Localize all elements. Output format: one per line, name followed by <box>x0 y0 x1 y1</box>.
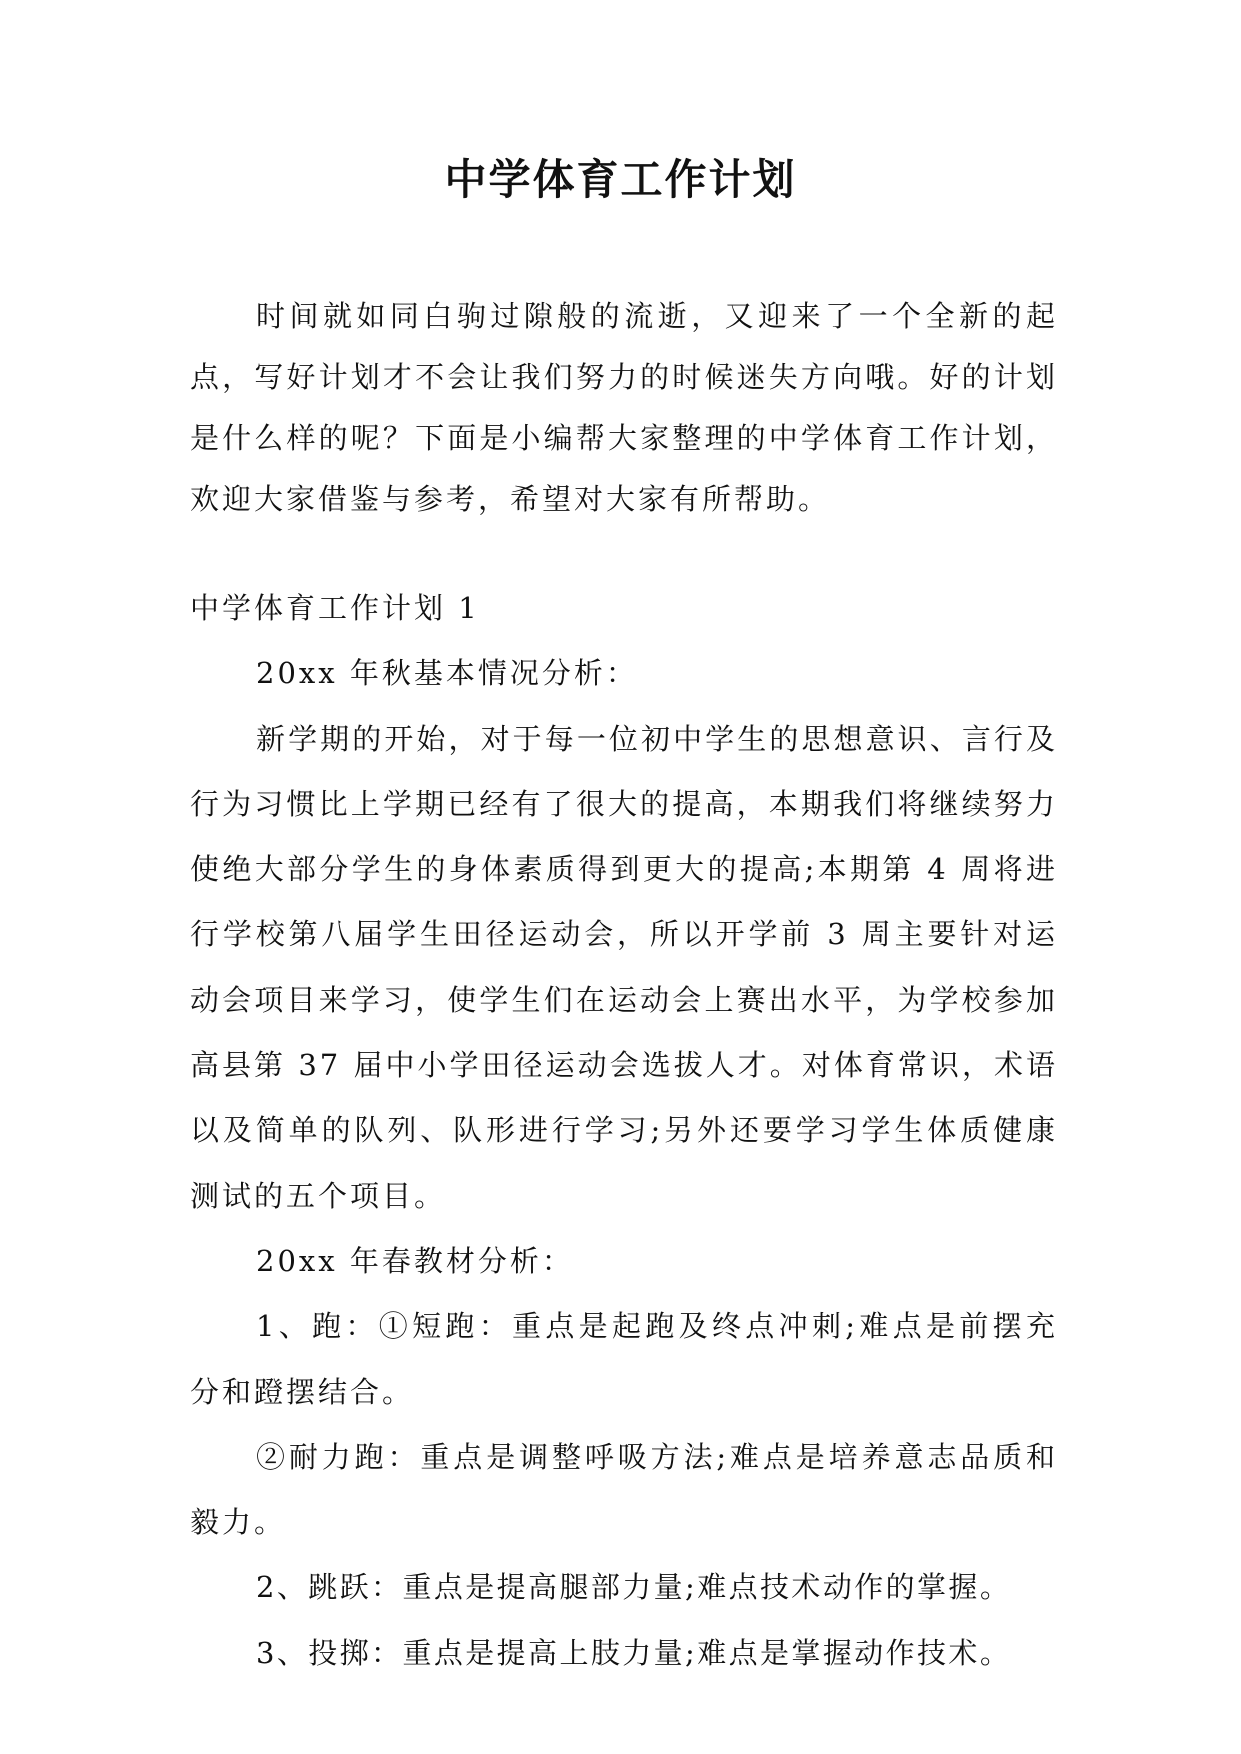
autumn-analysis-paragraph: 新学期的开始，对于每一位初中学生的思想意识、言行及行为习惯比上学期已经有了很大的提高，本期我们将继续努力使绝大部分学生的身体素质得到更大的提高;本期第 4 周将进行学校第八届学生田径运动会，所以开学前 3 周主要针对运动会项目来学习，使学生们在运动会上赛出水平，为学校参加高县第 37 届中小学田径运动会选拔人才。对体育常识，术语以及简单的队列、队形进行学习;另外还要学习学生体质健康测试的五个项目。 <box>190 721 1058 1213</box>
section-plan-1 <box>190 576 1058 1686</box>
intro-paragraph: 时间就如同白驹过隙般的流逝，又迎来了一个全新的起点，写好计划才不会让我们努力的时候迷失方向哦。好的计划是什么样的呢？下面是小编帮大家整理的中学体育工作计划，欢迎大家借鉴与参考，希望对大家有所帮助。 <box>190 299 1058 516</box>
list-item-endurance-run: ②耐力跑：重点是调整呼吸方法;难点是培养意志品质和毅力。 <box>190 1439 1058 1540</box>
list-item-sprint: 1、跑：①短跑：重点是起跑及终点冲刺;难点是前摆充分和蹬摆结合。 <box>190 1309 1058 1409</box>
section-heading: 中学体育工作计划 1 <box>190 591 480 625</box>
list-item-jump: 2、跳跃：重点是提高腿部力量;难点技术动作的掌握。 <box>256 1570 1012 1605</box>
spring-analysis-heading: 20xx 年春教材分析： <box>256 1243 574 1278</box>
document-title: 中学体育工作计划 <box>444 155 797 204</box>
autumn-analysis-heading: 20xx 年秋基本情况分析： <box>256 656 638 691</box>
list-item-throw: 3、投掷：重点是提高上肢力量;难点是掌握动作技术。 <box>256 1635 1012 1670</box>
